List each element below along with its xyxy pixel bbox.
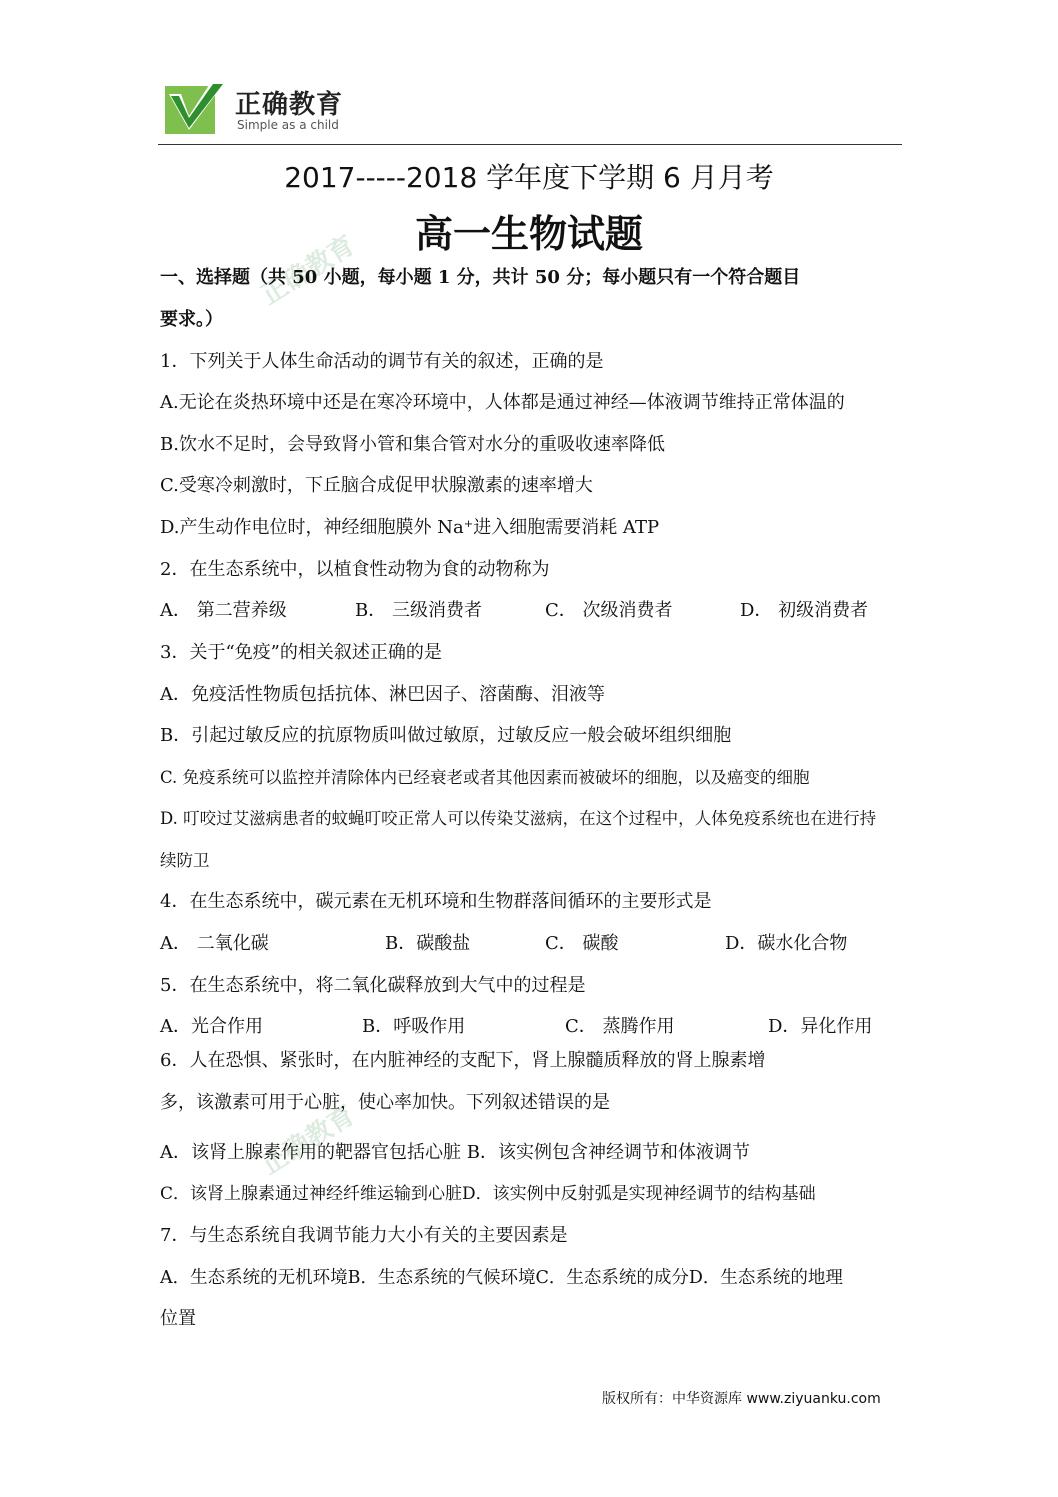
- option: C． 蒸腾作用: [565, 1016, 675, 1037]
- option: C． 次级消费者: [545, 600, 673, 621]
- watermark-text: 正确教育: [256, 230, 361, 311]
- option: D. 叮咬过艾滋病患者的蚊蝇叮咬正常人可以传染艾滋病，在这个过程中，人体免疫系统也在进行持: [160, 809, 877, 828]
- option: B．碳酸盐: [385, 933, 471, 954]
- option: C. 免疫系统可以监控并清除体内已经衰老或者其他因素而被破坏的细胞，以及癌变的细胞: [160, 768, 810, 787]
- option: D．碳水化合物: [725, 933, 848, 954]
- section-heading: 一、选择题（共 50 小题，每小题 1 分，共计 50 分；每小题只有一个符合题目: [160, 267, 801, 288]
- option: C.受寒冷刺激时，下丘脑合成促甲状腺激素的速率增大: [160, 475, 593, 496]
- logo-checkmark-icon: [165, 80, 227, 136]
- option: A． 第二营养级: [160, 600, 287, 621]
- question-stem: 7．与生态系统自我调节能力大小有关的主要因素是: [160, 1225, 568, 1246]
- options-row: [160, 932, 847, 956]
- question-stem: 2．在生态系统中，以植食性动物为食的动物称为: [160, 559, 550, 580]
- option: B．呼吸作用: [362, 1016, 466, 1037]
- option: D． 初级消费者: [740, 600, 869, 621]
- question-stem: 5．在生态系统中，将二氧化碳释放到大气中的过程是: [160, 975, 586, 996]
- logo: [165, 80, 365, 136]
- question-stem: 6．人在恐惧、紧张时，在内脏神经的支配下，肾上腺髓质释放的肾上腺素增: [160, 1050, 766, 1071]
- question-stem: 1．下列关于人体生命活动的调节有关的叙述，正确的是: [160, 351, 604, 372]
- question-stem-cont: 多，该激素可用于心脏，使心率加快。下列叙述错误的是: [160, 1092, 610, 1113]
- watermark-text: 正确教育: [256, 1100, 361, 1181]
- question-stem: 4．在生态系统中，碳元素在无机环境和生物群落间循环的主要形式是: [160, 891, 712, 912]
- options-row: [160, 1015, 872, 1039]
- option: C． 碳酸: [545, 933, 619, 954]
- option: D．异化作用: [768, 1016, 873, 1037]
- footer-copyright: 版权所有：中华资源库 www.ziyuanku.com: [602, 1391, 881, 1407]
- option: B．引起过敏反应的抗原物质叫做过敏原，过敏反应一般会破坏组织细胞: [160, 725, 732, 746]
- option: A．免疫活性物质包括抗体、淋巴因子、溶菌酶、泪液等: [160, 684, 605, 705]
- header-rule: [158, 144, 902, 145]
- option: A． 二氧化碳: [160, 933, 269, 954]
- option: A．该肾上腺素作用的靶器官包括心脏 B．该实例包含神经调节和体液调节: [160, 1142, 750, 1163]
- option: B.饮水不足时，会导致肾小管和集合管对水分的重吸收速率降低: [160, 434, 665, 455]
- exam-title: 2017-----2018 学年度下学期 6 月月考: [284, 161, 774, 194]
- option: D.产生动作电位时，神经细胞膜外 Na⁺进入细胞需要消耗 ATP: [160, 517, 660, 538]
- logo-slogan: Simple as a child: [237, 118, 339, 132]
- option: B． 三级消费者: [355, 600, 482, 621]
- option-cont: 续防卫: [160, 851, 210, 870]
- option: C．该肾上腺素通过神经纤维运输到心脏D．该实例中反射弧是实现神经调节的结构基础: [160, 1184, 816, 1204]
- option: A.无论在炎热环境中还是在寒冷环境中，人体都是通过神经—体液调节维持正常体温的: [160, 392, 845, 413]
- page-title: 高一生物试题: [414, 211, 643, 256]
- option-cont: 位置: [160, 1308, 196, 1329]
- options-row: [160, 599, 868, 623]
- logo-name: 正确教育: [235, 90, 344, 120]
- section-heading-cont: 要求。）: [160, 309, 223, 330]
- option: A．生态系统的无机环境B．生态系统的气候环境C．生态系统的成分D．生态系统的地理: [160, 1268, 843, 1288]
- option: A．光合作用: [160, 1016, 263, 1037]
- question-stem: 3．关于“免疫”的相关叙述正确的是: [160, 642, 442, 663]
